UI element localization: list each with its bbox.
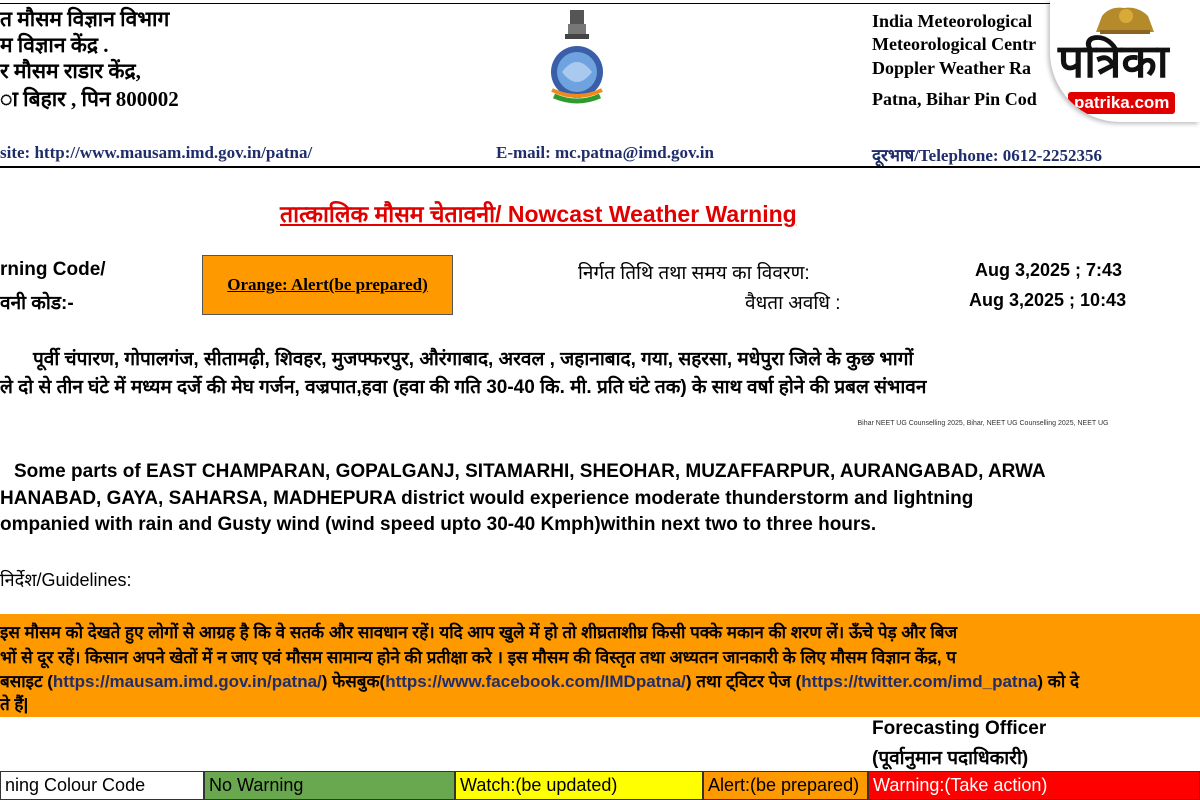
warning-code-label-hi: वनी कोड:- [0,293,74,314]
page-title: तात्कालिक मौसम चेतावनी/ Nowcast Weather Warning [280,201,797,227]
header-hindi-line-4: ा बिहार , पिन 800002 [0,87,179,111]
english-paragraph-line-2: HANABAD, GAYA, SAHARSA, MADHEPURA district would experience moderate thunderstorm and lightning [0,488,974,509]
image-caption: Bihar NEET UG Counselling 2025, Bihar, NEET UG Counselling 2025, NEET UG [857,420,1109,427]
header-separator [0,166,1200,168]
imd-emblem-icon [548,8,606,108]
imd-patna-website-link[interactable]: https://mausam.imd.gov.in/patna/ [52,672,322,691]
legend-watch: Watch:(be updated) [455,771,703,800]
guidelines-box [0,614,1200,717]
website-link[interactable]: site: http://www.mausam.imd.gov.in/patna/ [0,143,313,162]
guidelines-heading: निर्देश/Guidelines: [0,570,132,590]
issued-label: निर्गत तिथि तथा समय का विवरण: [578,263,810,284]
guidelines-line-3 [0,669,1079,694]
hindi-paragraph-line-2: ले दो से तीन घंटे में मध्यम दर्जे की मेघ गर्जन, वज्रपात,हवा (हवा की गति 30-40 कि. मी. प्रति घंटे तक) के साथ वर्षा होने की प्रबल संभावन [0,377,927,398]
guidelines-line-2: भों से दूर रहें। किसान अपने खेतों में न जाए एवं मौसम सामान्य होने की प्रतीक्षा करे । इस मौसम की विस्तृत तथा अध्यतन जानकारी के लिए मौसम विज्ञान केंद्र, प [0,648,957,667]
guidelines-line-3-text-c: ) तथा ट्विटर पेज ( [685,672,802,691]
patrika-brand: पत्रिका [1058,35,1169,87]
validity-label: वैधता अवधि : [745,293,841,314]
twitter-link[interactable]: https://twitter.com/imd_patna [801,672,1038,691]
header-english-line-4: Patna, Bihar Pin Cod [872,89,1037,109]
guidelines-line-3-text-d: ) को दे [1037,672,1080,691]
officer-title-en: Forecasting Officer [872,718,1047,739]
legend-alert: Alert:(be prepared) [703,771,868,800]
warning-code-value: Orange: Alert(be prepared) [227,275,428,294]
header-hindi-line-2: म विज्ञान केंद्र . [0,33,109,57]
english-paragraph-line-1: Some parts of EAST CHAMPARAN, GOPALGANJ, SITAMARHI, SHEOHAR, MUZAFFARPUR, AURANGABAD, ARWA [14,461,1046,482]
guidelines-line-3-text-b: ) फेसबुक( [321,672,386,691]
warning-code-badge [202,255,453,315]
guidelines-line-3-text-a: बसाइट ( [0,672,53,691]
legend-no-warning: No Warning [204,771,455,800]
facebook-link[interactable]: https://www.facebook.com/IMDpatna/ [385,672,686,691]
issued-value: Aug 3,2025 ; 7:43 [975,260,1123,280]
telephone-info: दूरभाष/Telephone: 0612-2252356 [872,146,1102,165]
legend-label: ning Colour Code [0,771,204,800]
email-link[interactable]: E-mail: mc.patna@imd.gov.in [496,143,714,162]
hindi-paragraph-line-1: पूर्वी चंपारण, गोपालगंज, सीतामढ़ी, शिवहर, मुजफ्फरपुर, औरंगाबाद, अरवल , जहानाबाद, गया, सहरसा, मधेपुरा जिले के कुछ भागों [33,349,914,370]
patrika-url: patrika.com [1068,92,1175,114]
officer-title-hi: (पूर्वानुमान पदाधिकारी) [872,748,1029,769]
top-border [0,3,1200,4]
header-english-line-3: Doppler Weather Ra [872,58,1032,78]
header-hindi-line-1: त मौसम विज्ञान विभाग [0,7,170,31]
english-paragraph-line-3: ompanied with rain and Gusty wind (wind speed upto 30-40 Kmph)within next two to three hours. [0,514,877,535]
header-english-line-2: Meteorological Centr [872,34,1037,54]
guidelines-line-1: इस मौसम को देखते हुए लोगों से आग्रह है कि वे सतर्क और सावधान रहें। यदि आप खुले में हो तो शीघ्रताशीघ्र किसी पक्के मकान की शरण लें। ऊँचे पेड़ और बिज [0,623,958,642]
validity-value: Aug 3,2025 ; 10:43 [969,290,1127,310]
patrika-logo [1050,0,1200,122]
header-hindi-line-3: र मौसम राडार केंद्र, [0,59,141,83]
header-english-line-1: India Meteorological [872,11,1033,31]
lion-emblem-icon [1090,2,1160,36]
warning-code-label-en: rning Code/ [0,259,106,280]
guidelines-line-4: ते हैं| [0,695,29,714]
legend-warning: Warning:(Take action) [868,771,1200,800]
